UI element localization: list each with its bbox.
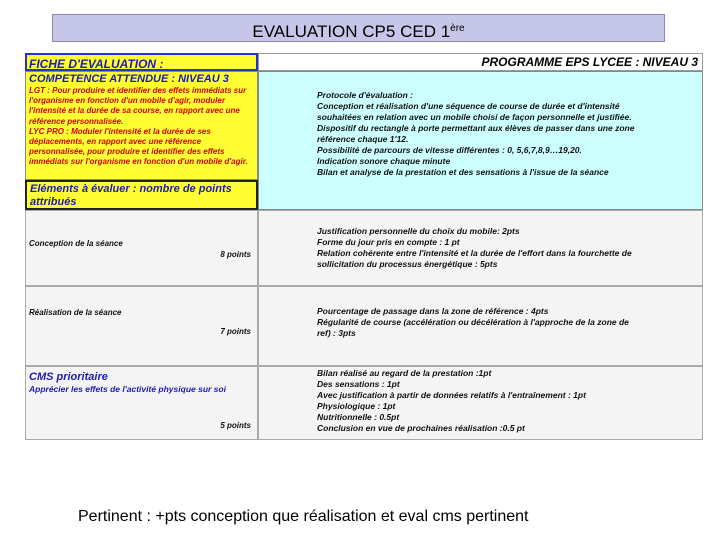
cms-line-3: Physiologique : 1pt [317,401,396,411]
realisation-line-1: Régularité de course (accélération ou décélération à l'approche de la zone de [317,317,629,327]
protocole-cell [258,71,703,210]
cms-line-1: Des sensations : 1pt [317,379,400,389]
protocole-line-0: Protocole d'évaluation : [317,90,414,100]
cms-left [25,366,258,440]
protocole-line-4: référence chaque 1'12. [317,134,409,144]
lgt-label: LGT : [29,86,50,95]
conception-line-1: Forme du jour pris en compte : 1 pt [317,237,460,247]
cms-line-5: Conclusion en vue de prochaines réalisation :0.5 pt [317,423,525,433]
realisation-right [258,286,703,366]
cms-right [258,366,703,440]
fiche-label: FICHE D'EVALUATION : [29,57,164,71]
lgt-text: Pour produire et identifier des effets immédiats sur l'organisme en fonction d'un mobile d'agir, moduler l'intensité et la durée de sa course, en rapport avec une référence personnalisée. [29,86,247,126]
evaluation-sheet [25,53,703,440]
page-title [52,14,665,42]
realisation-label: Réalisation de la séance [29,308,122,317]
cms-line-4: Nutritionnelle : 0.5pt [317,412,400,422]
conception-line-3: sollicitation du processus énergétique : 5pts [317,259,498,269]
competence-cell [25,71,258,180]
competence-title: COMPETENCE ATTENDUE : NIVEAU 3 [29,73,229,85]
elements-title: Eléments à évaluer : nombre de points attribués [30,183,232,208]
conception-line-2: Relation cohérente entre l'intensité et la durée de l'effort dans la fourchette de [317,248,632,258]
title-text: EVALUATION CP5 CED 1 [252,22,451,41]
competence-lgt [29,86,254,127]
footer-note: Pertinent : +pts conception que réalisation et eval cms pertinent [78,508,529,525]
elements-cell [25,180,258,210]
realisation-line-2: ref) : 3pts [317,328,356,338]
lycpro-label: LYC PRO : [29,126,69,136]
lycpro-text: Moduler l'intensité et la durée de ses déplacements, en rapport avec une référence personnalisée, pour produire et identifier des effets immédiats sur l'organisme en fonction d'un mobile d'agir. [29,126,248,167]
protocole-line-1: Conception et réalisation d'une séquence de course de durée et d'intensité [317,101,620,111]
cms-subtitle: Apprécier les effets de l'activité physique sur soi [29,384,226,394]
protocole-line-5: Possibilité de parcours de vitesse différentes : 0, 5,6,7,8,9…19,20. [317,145,582,155]
cms-points: 5 points [220,421,251,430]
programme-label: PROGRAMME EPS LYCEE : NIVEAU 3 [481,55,698,69]
realisation-points: 7 points [220,327,251,336]
protocole-line-7: Bilan et analyse de la prestation et des sensations à l'issue de la séance [317,167,609,177]
competence-lycpro [29,127,254,168]
conception-right [258,210,703,286]
programme-cell [258,53,703,71]
protocole-line-6: Indication sonore chaque minute [317,156,451,166]
conception-points: 8 points [220,250,251,259]
cms-line-2: Avec justification à partir de données relatifs à l'entraînement : 1pt [317,390,586,400]
conception-left [25,210,258,286]
conception-line-0: Justification personnelle du choix du mobile: 2pts [317,226,520,236]
protocole-line-2: souhaitées en relation avec un mobile choisi de façon personnelle et justifiée. [317,112,632,122]
cms-title: CMS prioritaire [29,371,108,383]
title-sup: ère [450,23,465,34]
protocole-line-3: Dispositif du rectangle à porte permettant aux élèves de passer dans une zone [317,123,635,133]
fiche-cell [25,53,258,71]
conception-label: Conception de la séance [29,239,123,248]
realisation-line-0: Pourcentage de passage dans la zone de référence : 4pts [317,306,549,316]
realisation-left [25,286,258,366]
cms-line-0: Bilan réalisé au regard de la prestation :1pt [317,368,492,378]
